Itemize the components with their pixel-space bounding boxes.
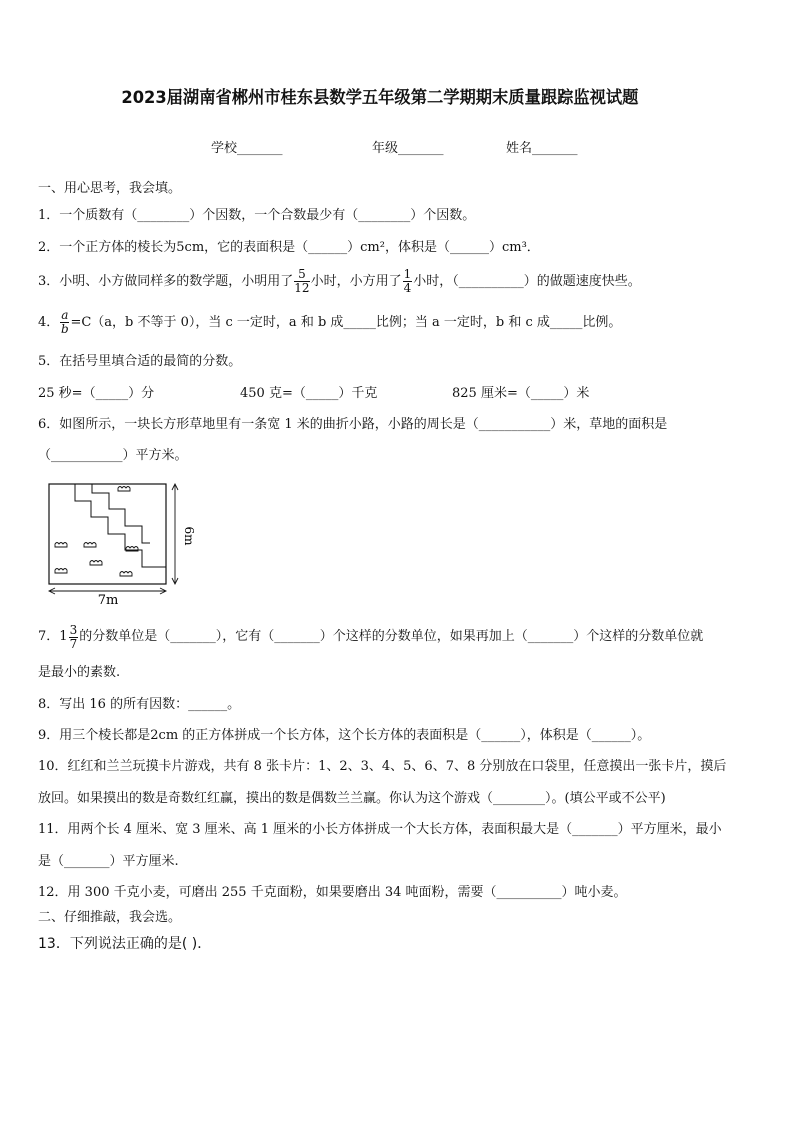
section-1-heading: 一、用心思考，我会填。 [38,181,182,196]
q5-item-1: 25 秒=（_____）分 [38,386,155,401]
question-10-line-1: 10．红红和兰兰玩摸卡片游戏，共有 8 张卡片：1、2、3、4、5、6、7、8 分别放在口袋里，任意摸出一张卡片，摸后 [38,759,727,774]
q7-whole: 1 [59,629,68,644]
school-field: 学校_______ [211,141,283,156]
page-title: 2023届湖南省郴州市桂东县数学五年级第二学期期末质量跟踪监视试题 [121,88,639,108]
question-9: 9．用三个棱长都是2cm 的正方体拼成一个长方体，这个长方体的表面积是（______），体积是（______）。 [38,728,651,743]
q7-mixed-number [59,622,79,652]
question-2: 2．一个正方体的棱长为5cm，它的表面积是（______）cm²，体积是（______）cm³． [38,240,540,255]
q7-f-den: 7 [69,636,78,651]
section-2-heading: 二、仔细推敲，我会选。 [38,910,182,925]
q4-text-b: =C（a，b 不等于 0），当 c 一定时，a 和 b 成_____比例；当 a 一定时，b 和 c 成_____比例。 [70,315,622,330]
q3-text-c: 小时，（__________）的做题速度快些。 [413,274,641,289]
question-7-line-2: 是最小的素数. [38,665,121,680]
lawn-path-figure [36,474,196,610]
question-4 [38,309,621,337]
q4-fraction [60,309,69,335]
question-1: 1．一个质数有（________）个因数，一个合数最少有（________）个因数。 [38,208,476,223]
question-7-line-1 [38,622,703,652]
q3-f1-den: 12 [294,281,310,295]
grass-icon [55,487,138,577]
question-5: 5．在括号里填合适的最简的分数。 [38,354,242,369]
q3-text-b: 小时，小方用了 [310,274,402,289]
grade-field: 年级_______ [372,141,444,156]
question-8: 8．写出 16 的所有因数：______。 [38,697,241,712]
q7-text-a: 7． [38,629,60,644]
q7-fraction [69,624,79,650]
height-label: 6m [182,526,196,546]
question-11-line-1: 11．用两个长 4 厘米、宽 3 厘米、高 1 厘米的小长方体拼成一个大长方体，表面积最大是（_______）平方厘米，最小 [38,822,722,837]
q3-f1-num: 5 [294,268,309,282]
question-12: 12．用 300 千克小麦，可磨出 255 千克面粉，如果要磨出 34 吨面粉，需要（__________）吨小麦。 [38,885,627,900]
q7-f-num: 3 [69,622,78,637]
q3-f2-den: 4 [403,281,412,295]
q4-text-a: 4． [38,315,60,330]
q4-f-den: b [61,322,69,336]
q5-item-3: 825 厘米=（_____）米 [452,386,590,401]
question-13: 13．下列说法正确的是( )． [38,936,212,952]
q4-f-num: a [61,308,69,323]
question-3 [38,268,641,296]
q7-text-b: 的分数单位是（_______），它有（_______）个这样的分数单位，如果再加上（_______）个这样的分数单位就 [79,629,704,644]
q3-f2-num: 1 [403,267,412,282]
path-upper-edge [75,484,166,567]
q3-fraction-1 [294,268,309,294]
q3-text-a: 3．小明、小方做同样多的数学题，小明用了 [38,274,294,289]
width-label: 7m [97,593,119,608]
question-11-line-2: 是（_______）平方厘米. [38,854,179,869]
q3-fraction-2 [403,268,413,294]
question-6-line-1: 6．如图所示，一块长方形草地里有一条宽 1 米的曲折小路，小路的周长是（___________）米，草地的面积是 [38,417,668,432]
q5-item-2: 450 克=（_____）千克 [240,386,378,401]
question-10-line-2: 放回。如果摸出的数是奇数红红赢，摸出的数是偶数兰兰赢。你认为这个游戏（________）。(填公平或不公平) [38,791,666,806]
question-6-line-2: （___________）平方米。 [38,448,188,463]
name-field: 姓名_______ [506,141,578,156]
